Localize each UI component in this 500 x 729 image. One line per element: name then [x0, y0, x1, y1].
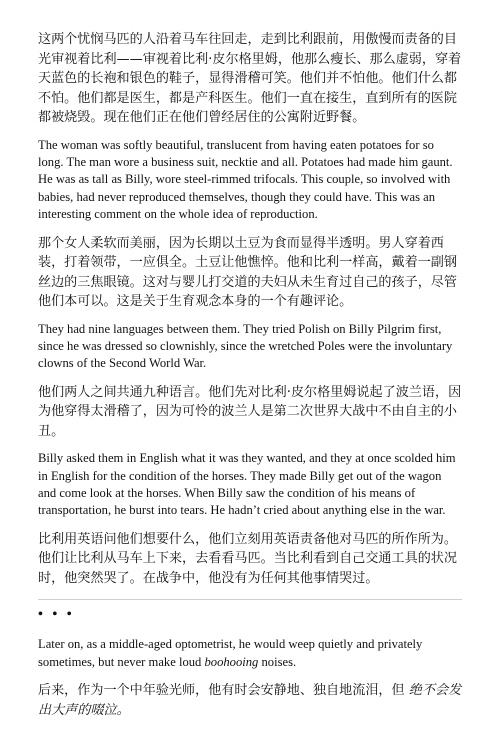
paragraph-zh-5: [38, 681, 462, 720]
paragraph-zh-5-text-start: 后来，作为一个中年验光师，他有时会安静地、独自地流泪，但: [38, 683, 409, 699]
paragraph-en-4-text-start: Later on, as a middle-aged optometrist, he would weep quietly and privately sometimes, but never make loud: [38, 637, 423, 669]
paragraph-en-4-text-end: noises.: [258, 654, 297, 669]
paragraph-zh-3: 他们两人之间共通九种语言。他们先对比利·皮尔格里姆说起了波兰语，因为他穿得太滑稽了，因为可怜的波兰人是第二次世界大战中不由自主的小丑。: [38, 384, 462, 439]
paragraph-en-4: [38, 636, 462, 671]
section-break-ellipsis: • • •: [38, 607, 75, 623]
paragraph-zh-1: 这两个忧悯马匹的人沿着马车往回走，走到比利跟前，用傲慢而责备的目光审视着比利——审视着比利·皮尔格里姆，他那么瘦长、那么虚弱，穿着天蓝色的长袍和银色的鞋子，显得滑稽可笑。他们并不怕他。他们什么都不怕。他们都是医生，都是产科医生。他们一直在接生，直到所有的医院都被烧毁。现在他们正在他们曾经居住的公寓附近野餐。: [38, 32, 462, 125]
paragraph-zh-4: 比利用英语问他们想要什么，他们立刻用英语责备他对马匹的所作所为。他们让比利从马车上下来，去看看马匹。当比利看到自己交通工具的状况时，他突然哭了。在战争中，他没有为任何其他事情哭过。: [38, 531, 457, 586]
paragraph-en-1: The woman was softly beautiful, translucent from having eaten potatoes for so long. The man wore a business suit, necktie and all. Potatoes had made him gaunt. He was as tall as Billy, wore steel-rimmed trifocals. This couple, so involved with babies, had never reproduced themselves, though they could have. This was an interesting comment on the whole idea of reproduction.: [38, 137, 453, 222]
section-divider: [38, 599, 462, 600]
paragraph-zh-2: 那个女人柔软而美丽，因为长期以土豆为食而显得半透明。男人穿着西装，打着领带，一应俱全。土豆让他憔悴。他和比利一样高，戴着一副钢丝边的三焦眼镜。这对与婴儿打交道的夫妇从未生育过自己的孩子，尽管他们本可以。这是关于生育观念本身的一个有趣评论。: [38, 235, 457, 310]
document-page: [38, 30, 462, 729]
paragraph-zh-5-italic: 绝不会发出大声的啜泣。: [38, 683, 462, 718]
paragraph-en-4-italic: boohooing: [204, 654, 259, 669]
paragraph-en-2: They had nine languages between them. They tried Polish on Billy Pilgrim first, since he was dressed so clownishly, since the wretched Poles were the involuntary clowns of the Second World War.: [38, 321, 453, 371]
paragraph-en-3: Billy asked them in English what it was they wanted, and they at once scolded him in English for the condition of the horses. They made Billy get out of the wagon and come look at the horses. When Billy saw the condition of his means of transportation, he burst into tears. He hadn’t cried about anything else in the war.: [38, 451, 456, 518]
